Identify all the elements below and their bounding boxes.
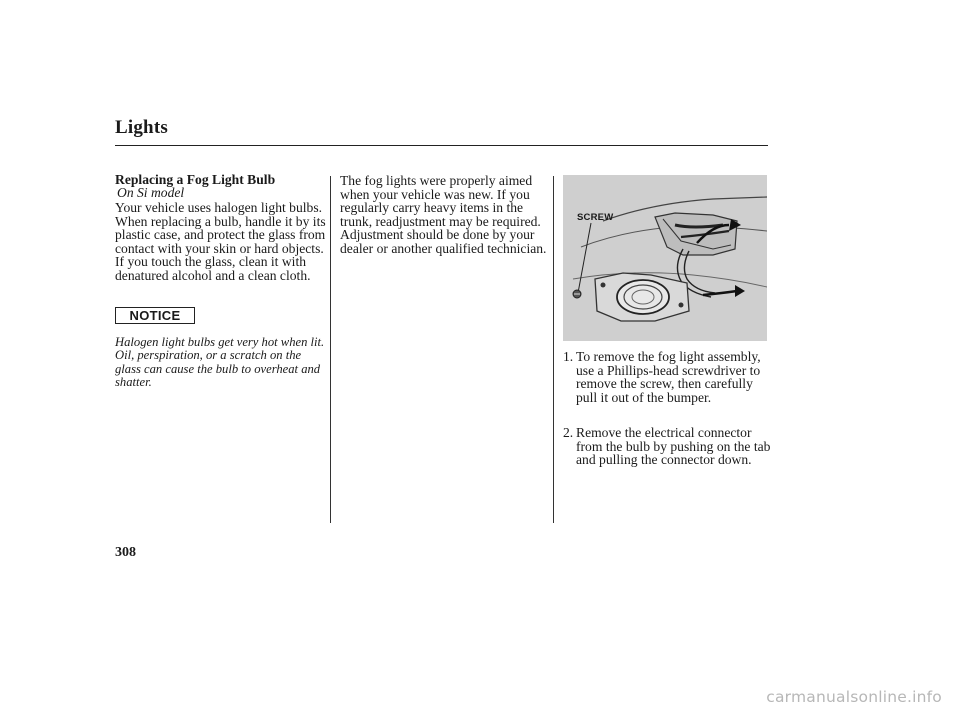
notice-text: Halogen light bulbs get very hot when lit. Oil, perspiration, or a scratch on the glass can cause the bulb to overheat and shatter.: [115, 335, 325, 389]
page-number: 308: [115, 545, 136, 560]
watermark: carmanualsonline.info: [766, 688, 942, 706]
aiming-paragraph: The fog lights were properly aimed when your vehicle was new. If you regularly carry heavy items in the trunk, readjustment may be required. Adjustment should be done by your dealer or another qualified technician.: [340, 173, 547, 256]
column-divider-right: [553, 176, 554, 523]
model-note: On Si model: [117, 185, 185, 200]
step-text: Remove the electrical connector from the bulb by pushing on the tab and pulling the connector down.: [576, 425, 771, 467]
step-text: To remove the fog light assembly, use a Phillips-head screwdriver to remove the screw, then carefully pull it out of the bumper.: [576, 349, 761, 405]
screw-label: SCREW: [577, 212, 614, 223]
step-number: 2.: [563, 425, 574, 440]
column-divider-left: [330, 176, 331, 523]
fog-light-illustration: [563, 175, 767, 341]
list-item: [563, 350, 773, 404]
step-number: 1.: [563, 349, 574, 364]
notice-label: NOTICE: [129, 308, 181, 323]
fog-light-diagram: [563, 175, 767, 341]
intro-paragraph: Your vehicle uses halogen light bulbs. When replacing a bulb, handle it by its plastic case, and protect the glass from contact with your skin or hard objects. If you touch the glass, clean it with denatured alcohol and a clean cloth.: [115, 200, 326, 283]
header-rule: [115, 145, 768, 146]
section-title: Lights: [115, 117, 168, 138]
subsection-heading: Replacing a Fog Light Bulb: [115, 172, 276, 187]
notice-badge: [115, 307, 195, 324]
list-item: [563, 426, 773, 467]
step-list: [563, 350, 773, 467]
